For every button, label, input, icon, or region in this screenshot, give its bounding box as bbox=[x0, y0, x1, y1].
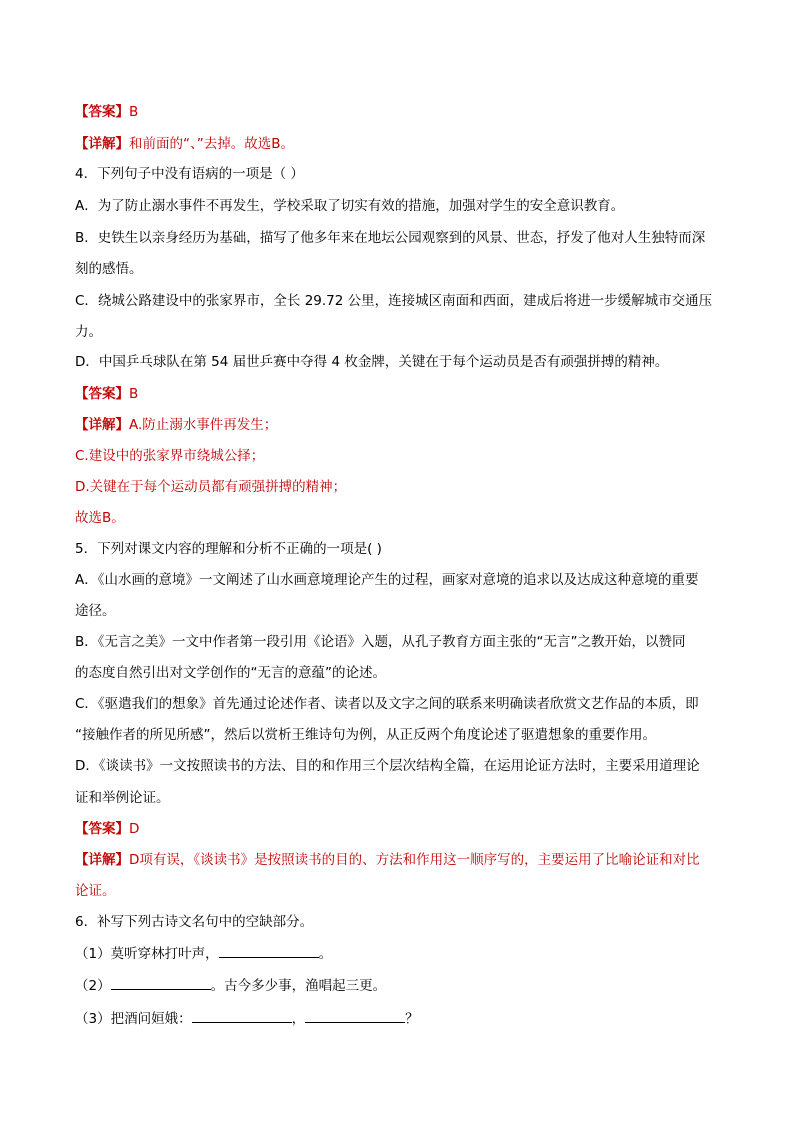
question-4-option-b-cont: 刻的感悟。 bbox=[75, 261, 143, 277]
question-6-item-2 bbox=[75, 975, 725, 996]
answer-tag: 【答案】 bbox=[75, 104, 129, 120]
answer-line bbox=[75, 102, 725, 122]
explanation-text: A.防止溺水事件再发生； bbox=[129, 417, 278, 433]
question-5-option-d: D．《谈读书》一文按照读书的方法、目的和作用三个层次结构全篇，在运用论证方法时，主要采用道理论 bbox=[75, 758, 700, 774]
question-5-option-b-cont: 的态度自然引出对文学创作的“无言的意蕴”的论述。 bbox=[75, 665, 386, 681]
explanation-text: 故选B。 bbox=[75, 510, 125, 526]
explanation-tag: 【详解】 bbox=[75, 852, 129, 868]
explanation-tag: 【详解】 bbox=[75, 136, 129, 152]
question-4-option-d: D．中国乒乓球队在第 54 届世乒赛中夺得 4 枚金牌，关键在于每个运动员是否有顽强拼搏的精神。 bbox=[75, 354, 669, 370]
question-4-option-c-cont: 力。 bbox=[75, 324, 102, 340]
question-6-stem: 6．补写下列古诗文名句中的空缺部分。 bbox=[75, 914, 314, 930]
question-4-option-b: B．史铁生以亲身经历为基础，描写了他多年来在地坛公园观察到的风景、世态，抒发了他对人生独特而深 bbox=[75, 230, 706, 246]
question-5-option-c-cont: “接触作者的所见所感”，然后以赏析王维诗句为例，从正反两个角度论述了驱遣想象的重要作用。 bbox=[75, 727, 656, 743]
explanation-text: C.建设中的张家界市绕城公择； bbox=[75, 448, 265, 464]
answer-tag: 【答案】 bbox=[75, 386, 129, 402]
answer-value: D bbox=[129, 821, 140, 837]
poem-text: （2） bbox=[75, 978, 111, 994]
explanation-tag: 【详解】 bbox=[75, 417, 129, 433]
question-6-item-1 bbox=[75, 943, 725, 964]
fill-blank bbox=[192, 1008, 292, 1023]
explanation-line bbox=[75, 415, 725, 435]
answer-value: B bbox=[129, 386, 139, 402]
poem-text: 。 bbox=[318, 946, 333, 962]
question-5-option-b: B．《无言之美》一文中作者第一段引用《论语》入题，从孔子教育方面主张的“无言”之教开始，以赞同 bbox=[75, 634, 686, 650]
explanation-line bbox=[75, 134, 725, 154]
fill-blank bbox=[219, 943, 319, 958]
question-5-stem: 5．下列对课文内容的理解和分析不正确的一项是( ) bbox=[75, 541, 382, 557]
question-5-option-a-cont: 途径。 bbox=[75, 603, 116, 619]
answer-tag: 【答案】 bbox=[75, 821, 129, 837]
question-5-option-d-cont: 证和举例论证。 bbox=[75, 790, 170, 806]
answer-line bbox=[75, 384, 725, 404]
explanation-text: D项有误，《谈读书》是按照读书的目的、方法和作用这一顺序写的，主要运用了比喻论证和对比 bbox=[129, 852, 700, 868]
poem-text: （3）把酒问姮娥： bbox=[75, 1011, 192, 1027]
poem-text: 。古今多少事，渔唱起三更。 bbox=[210, 978, 387, 994]
question-5-option-a: A．《山水画的意境》一文阐述了山水画意境理论产生的过程，画家对意境的追求以及达成这种意境的重要 bbox=[75, 572, 699, 588]
poem-text: （1）莫听穿林打叶声， bbox=[75, 946, 219, 962]
fill-blank bbox=[111, 975, 211, 990]
question-5-option-c: C．《驱遣我们的想象》首先通过论述作者、读者以及文字之间的联系来明确读者欣赏文艺作品的本质，即 bbox=[75, 696, 699, 712]
answer-value: B bbox=[129, 104, 139, 120]
explanation-line bbox=[75, 850, 725, 870]
question-4-stem: 4．下列句子中没有语病的一项是（ ） bbox=[75, 166, 304, 182]
question-6-item-3 bbox=[75, 1008, 725, 1029]
poem-text: ， bbox=[291, 1011, 306, 1027]
explanation-text: D.关键在于每个运动员都有顽强拼搏的精神； bbox=[75, 479, 347, 495]
question-4-option-c: C．绕城公路建设中的张家界市，全长 29.72 公里，连接城区南面和西面，建成后将进一步缓解城市交通压 bbox=[75, 293, 713, 309]
poem-text: ？ bbox=[405, 1011, 419, 1027]
explanation-text: 论证。 bbox=[75, 883, 116, 899]
answer-line bbox=[75, 819, 725, 839]
explanation-text: 和前面的“、”去掉。故选B。 bbox=[129, 136, 294, 152]
question-4-option-a: A．为了防止溺水事件不再发生，学校采取了切实有效的措施，加强对学生的安全意识教育。 bbox=[75, 198, 625, 214]
fill-blank bbox=[305, 1008, 405, 1023]
